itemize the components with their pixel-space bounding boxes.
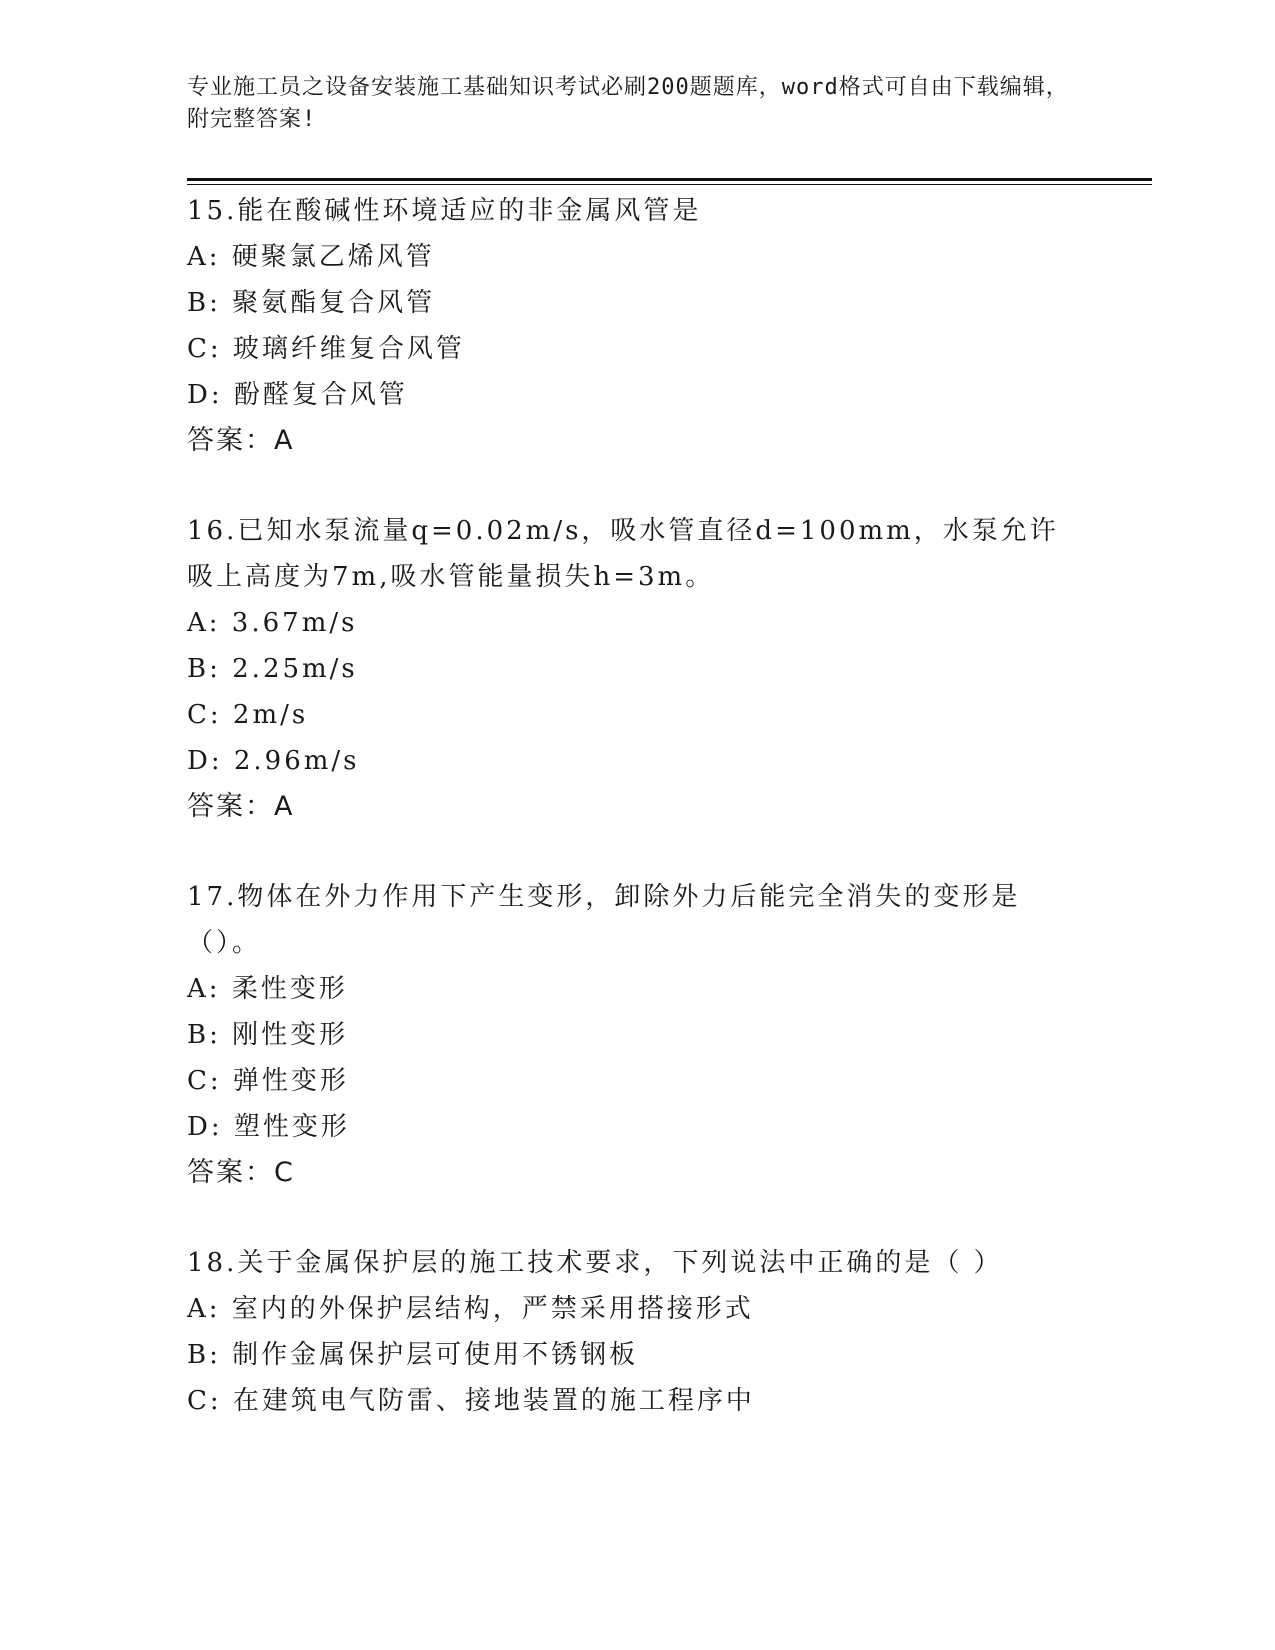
header-divider-thin — [187, 184, 1152, 185]
answer-line: 答案：C — [187, 1157, 295, 1188]
question-stem: 17.物体在外力作用下产生变形，卸除外力后能完全消失的变形是（）。 — [187, 882, 1021, 958]
question-17 — [187, 874, 1067, 1196]
option-b: B: 刚性变形 — [187, 1020, 349, 1050]
answer-line: 答案：A — [187, 425, 295, 456]
option-d: D: 塑性变形 — [187, 1112, 350, 1142]
option-a: A: 柔性变形 — [187, 974, 348, 1004]
answer-line: 答案：A — [187, 791, 295, 822]
question-16 — [187, 508, 1067, 830]
option-c: C: 在建筑电气防雷、接地装置的施工程序中 — [187, 1386, 755, 1416]
question-18 — [187, 1240, 1067, 1424]
option-a: A: 室内的外保护层结构，严禁采用搭接形式 — [187, 1294, 754, 1324]
question-stem: 15.能在酸碱性环境适应的非金属风管是 — [187, 196, 702, 226]
option-a: A: 硬聚氯乙烯风管 — [187, 242, 435, 272]
option-b: B: 聚氨酯复合风管 — [187, 288, 436, 318]
option-c: C: 玻璃纤维复合风管 — [187, 334, 465, 364]
option-d: D: 2.96m/s — [187, 746, 360, 776]
option-c: C: 弹性变形 — [187, 1066, 349, 1096]
document-title: 专业施工员之设备安装施工基础知识考试必刷200题题库，word格式可自由下载编辑，附完整答案! — [187, 75, 1069, 132]
question-stem: 18.关于金属保护层的施工技术要求，下列说法中正确的是（ ） — [187, 1248, 1003, 1278]
option-a: A: 3.67m/s — [187, 608, 358, 638]
option-c: C: 2m/s — [187, 700, 309, 730]
option-b: B: 制作金属保护层可使用不锈钢板 — [187, 1340, 639, 1370]
question-15 — [187, 188, 1067, 464]
option-b: B: 2.25m/s — [187, 654, 358, 684]
option-d: D: 酚醛复合风管 — [187, 380, 408, 410]
document-header — [187, 72, 1087, 136]
question-list — [187, 188, 1067, 1424]
header-divider-thick — [187, 178, 1152, 181]
question-stem: 16.已知水泵流量q=0.02m/s，吸水管直径d=100mm，水泵允许吸上高度为7m,吸水管能量损失h=3m。 — [187, 516, 1059, 592]
